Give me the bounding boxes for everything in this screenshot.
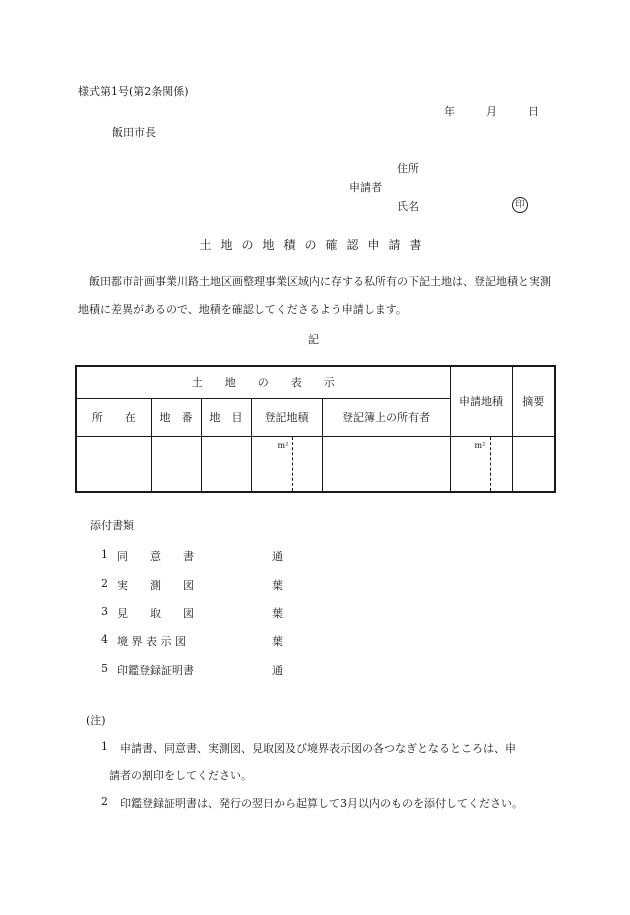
attachment-no: 3 — [101, 605, 108, 618]
registered-area-header: 登記地積 — [251, 398, 322, 436]
location-header: 所 在 — [76, 398, 151, 436]
seal-mark — [512, 197, 528, 213]
registered-owner-cell[interactable] — [322, 436, 450, 492]
attachment-name: 実 測 図 — [117, 579, 194, 592]
lot-number-header: 地 番 — [151, 398, 201, 436]
decimal-divider — [490, 437, 491, 492]
land-display-header: 土 地 の 表 示 — [76, 366, 450, 398]
area-unit: m² — [277, 440, 289, 450]
note-no: 2 — [101, 795, 108, 808]
land-category-cell[interactable] — [201, 436, 251, 492]
registered-area-cell[interactable] — [251, 436, 322, 492]
attachment-name: 同 意 書 — [117, 550, 194, 563]
attachment-name: 見 取 図 — [117, 607, 194, 620]
applied-area-cell[interactable] — [450, 436, 512, 492]
land-table — [75, 365, 556, 493]
name-label: 氏名 — [397, 200, 419, 213]
notes-heading: (注) — [86, 714, 106, 727]
attachment-no: 2 — [101, 577, 108, 590]
land-category-header: 地 目 — [201, 398, 251, 436]
lot-number-cell[interactable] — [151, 436, 201, 492]
date-year: 年 — [444, 105, 455, 118]
attachment-name: 印鑑登録証明書 — [117, 664, 194, 677]
date-line — [444, 103, 539, 119]
area-unit: m² — [474, 440, 486, 450]
location-cell[interactable] — [76, 436, 151, 492]
address-label: 住所 — [397, 162, 419, 175]
attachment-unit: 葉 — [272, 635, 283, 648]
ki-label: 記 — [308, 333, 319, 346]
remarks-header: 摘要 — [512, 366, 555, 436]
registered-owner-header: 登記簿上の所有者 — [322, 398, 450, 436]
note-text: 印鑑登録証明書は、発行の翌日から起算して3月以内のものを添付してください。 — [120, 797, 523, 810]
note-text: 申請書、同意書、実測図、見取図及び境界表示図の各つなぎとなるところは、申 — [120, 742, 516, 755]
attachment-no: 1 — [101, 548, 108, 561]
attachment-unit: 葉 — [272, 579, 283, 592]
applied-area-header: 申請地積 — [450, 366, 512, 436]
attachment-no: 4 — [101, 633, 108, 646]
applicant-label: 申請者 — [349, 181, 382, 194]
attachments-heading: 添付書類 — [90, 519, 134, 532]
decimal-divider — [292, 437, 293, 492]
attachment-no: 5 — [101, 662, 108, 675]
document-title: 土地の地積の確認申請書 — [199, 238, 431, 252]
note-text-continued: 請者の割印をしてください。 — [109, 769, 252, 782]
attachment-unit: 通 — [272, 664, 283, 677]
attachment-unit: 葉 — [272, 607, 283, 620]
addressee: 飯田市長 — [112, 126, 156, 139]
form-number: 様式第1号(第2条関係) — [78, 85, 189, 98]
remarks-cell[interactable] — [512, 436, 555, 492]
seal-icon: 印 — [512, 197, 528, 213]
note-no: 1 — [101, 740, 108, 753]
date-day: 日 — [528, 105, 539, 118]
body-text: 飯田都市計画事業川路土地区画整理事業区域内に存する私所有の下記土地は、登記地積と実測地積に差異があるので、地積を確認してくださるよう申請します。 — [78, 275, 551, 316]
attachment-name: 境 界 表 示 図 — [117, 635, 186, 648]
date-month: 月 — [486, 105, 497, 118]
attachment-unit: 通 — [272, 550, 283, 563]
